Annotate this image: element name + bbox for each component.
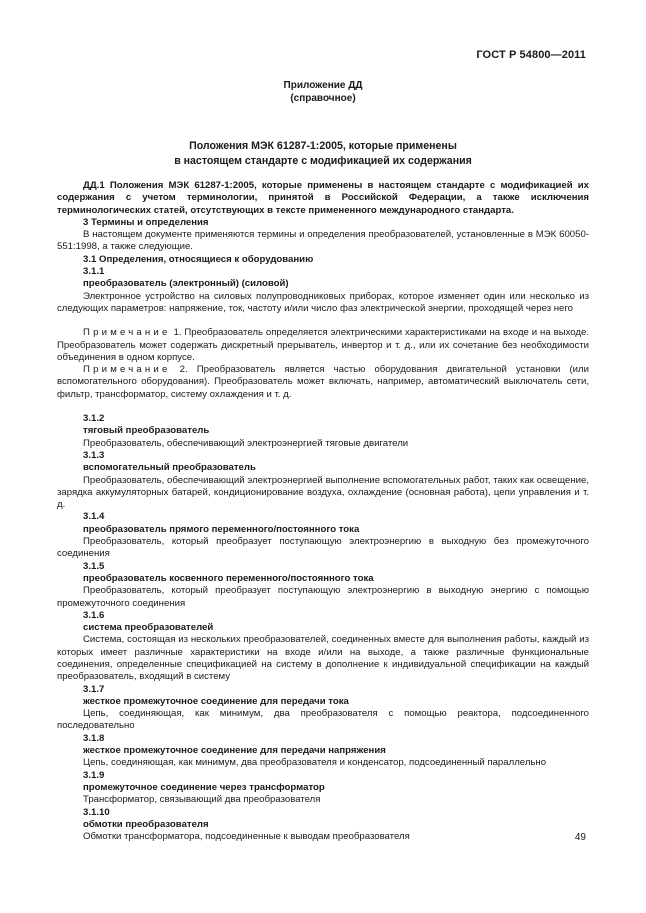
note-label: Примечание bbox=[83, 327, 171, 339]
page-number: 49 bbox=[574, 832, 586, 843]
term-number: 3.1.9 bbox=[83, 769, 105, 781]
section-3-1-title: 3.1 Определения, относящиеся к оборудованию bbox=[83, 253, 314, 265]
term-definition: Электронное устройство на силовых полупроводниковых приборах, которое изменяет один или несколько из следующих параметров: напряжение, ток, частоту и/или число фаз электрической энергии, проходящей через него bbox=[57, 290, 589, 314]
title-line-1: Положения МЭК 61287-1:2005, которые применены bbox=[189, 140, 457, 152]
standard-code: ГОСТ Р 54800—2011 bbox=[476, 49, 586, 61]
term-definition: Трансформатор, связывающий два преобразователя bbox=[83, 794, 321, 806]
term-definition: Цепь, соединяющая, как минимум, два преобразователя с помощью реактора, подсоединенного последовательно bbox=[57, 708, 589, 732]
term-name: жесткое промежуточное соединение для передачи тока bbox=[83, 695, 349, 707]
annex-title: Приложение ДД bbox=[283, 80, 363, 91]
note-1-text: 1. Преобразователь определяется электрическими характеристиками на входе и на выходе. Преобразователь может содержать дискретный прерыватель, инвертор и т. д., или их сочетание без необходимости объединения в одном корпусе. bbox=[57, 327, 589, 363]
term-name: тяговый преобразователь bbox=[83, 425, 210, 437]
term-number: 3.1.6 bbox=[83, 609, 105, 621]
term-number: 3.1.3 bbox=[83, 449, 105, 461]
section-3-title: 3 Термины и определения bbox=[83, 216, 209, 228]
document-body bbox=[57, 180, 589, 843]
term-name: преобразователь (электронный) (силовой) bbox=[83, 278, 289, 290]
term-definition: Преобразователь, обеспечивающий электроэнергией выполнение вспомогательных работ, таких как освещение, зарядка аккумуляторных батарей, кондиционирование воздуха, охлаждение (основная работа), цепи управления и т. д. bbox=[57, 474, 589, 511]
term-name: обмотки преобразователя bbox=[83, 818, 209, 830]
term-number: 3.1.8 bbox=[83, 732, 105, 744]
annex-subtitle: (справочное) bbox=[290, 93, 356, 104]
term-definition: Система, состоящая из нескольких преобразователей, соединенных вместе для выполнения работы, каждый из которых имеет различные характеристики на входе и/или на выходе, а также различные функциональные соединения, определенные спецификацией на систему в дополнение к индивидуальной спецификации на каждый преобразователь, входящий в систему bbox=[57, 634, 589, 683]
term-name: промежуточное соединение через трансформатор bbox=[83, 781, 325, 793]
term-definition: Преобразователь, который преобразует поступающую электроэнергию в выходную энергию с помощью промежуточного соединения bbox=[57, 585, 589, 609]
section-3-text: В настоящем документе применяются термины и определения преобразователей, установленные в МЭК 60050-551:1998, а также следующие. bbox=[57, 229, 589, 253]
term-definition: Преобразователь, который преобразует поступающую электроэнергию в выходную без промежуточного соединения bbox=[57, 536, 589, 560]
term-number: 3.1.2 bbox=[83, 413, 105, 425]
note-2 bbox=[57, 364, 589, 401]
note-2-text: 2. Преобразователь является частью оборудования двигательной установки (или вспомогательного оборудования). Преобразователь может включать, например, автоматический выключатель сети, фильтр, трансформатор, систему охлаждения и т. д. bbox=[57, 364, 589, 400]
term-name: система преобразователей bbox=[83, 622, 214, 634]
term-name: преобразователь прямого переменного/постоянного тока bbox=[83, 523, 360, 535]
term-number: 3.1.7 bbox=[83, 683, 105, 695]
annex-heading bbox=[0, 79, 646, 105]
term-number: 3.1.1 bbox=[83, 266, 105, 278]
term-number: 3.1.5 bbox=[83, 560, 105, 572]
title-line-2: в настоящем стандарте с модификацией их содержания bbox=[174, 154, 472, 167]
term-name: жесткое промежуточное соединение для передачи напряжения bbox=[83, 745, 386, 757]
term-definition: Цепь, соединяющая, как минимум, два преобразователя и конденсатор, подсоединенный параллельно bbox=[83, 757, 547, 769]
annex-main-title bbox=[0, 139, 646, 168]
note-label: Примечание bbox=[83, 364, 171, 376]
term-number: 3.1.4 bbox=[83, 511, 105, 523]
term-number: 3.1.10 bbox=[83, 806, 110, 818]
clause-dd1: ДД.1 Положения МЭК 61287-1:2005, которые применены в настоящем стандарте с модификацией их содержания с учетом терминологии, принятой в Российской Федерации, а также исключения терминологических статей, отсутствующих в тексте примененного международного стандарта. bbox=[57, 180, 589, 216]
note-1 bbox=[57, 327, 589, 364]
term-definition: Преобразователь, обеспечивающий электроэнергией тяговые двигатели bbox=[83, 437, 409, 449]
term-name: вспомогательный преобразователь bbox=[83, 462, 256, 474]
term-definition: Обмотки трансформатора, подсоединенные к выводам преобразователя bbox=[83, 831, 410, 843]
term-name: преобразователь косвенного переменного/постоянного тока bbox=[83, 572, 374, 584]
